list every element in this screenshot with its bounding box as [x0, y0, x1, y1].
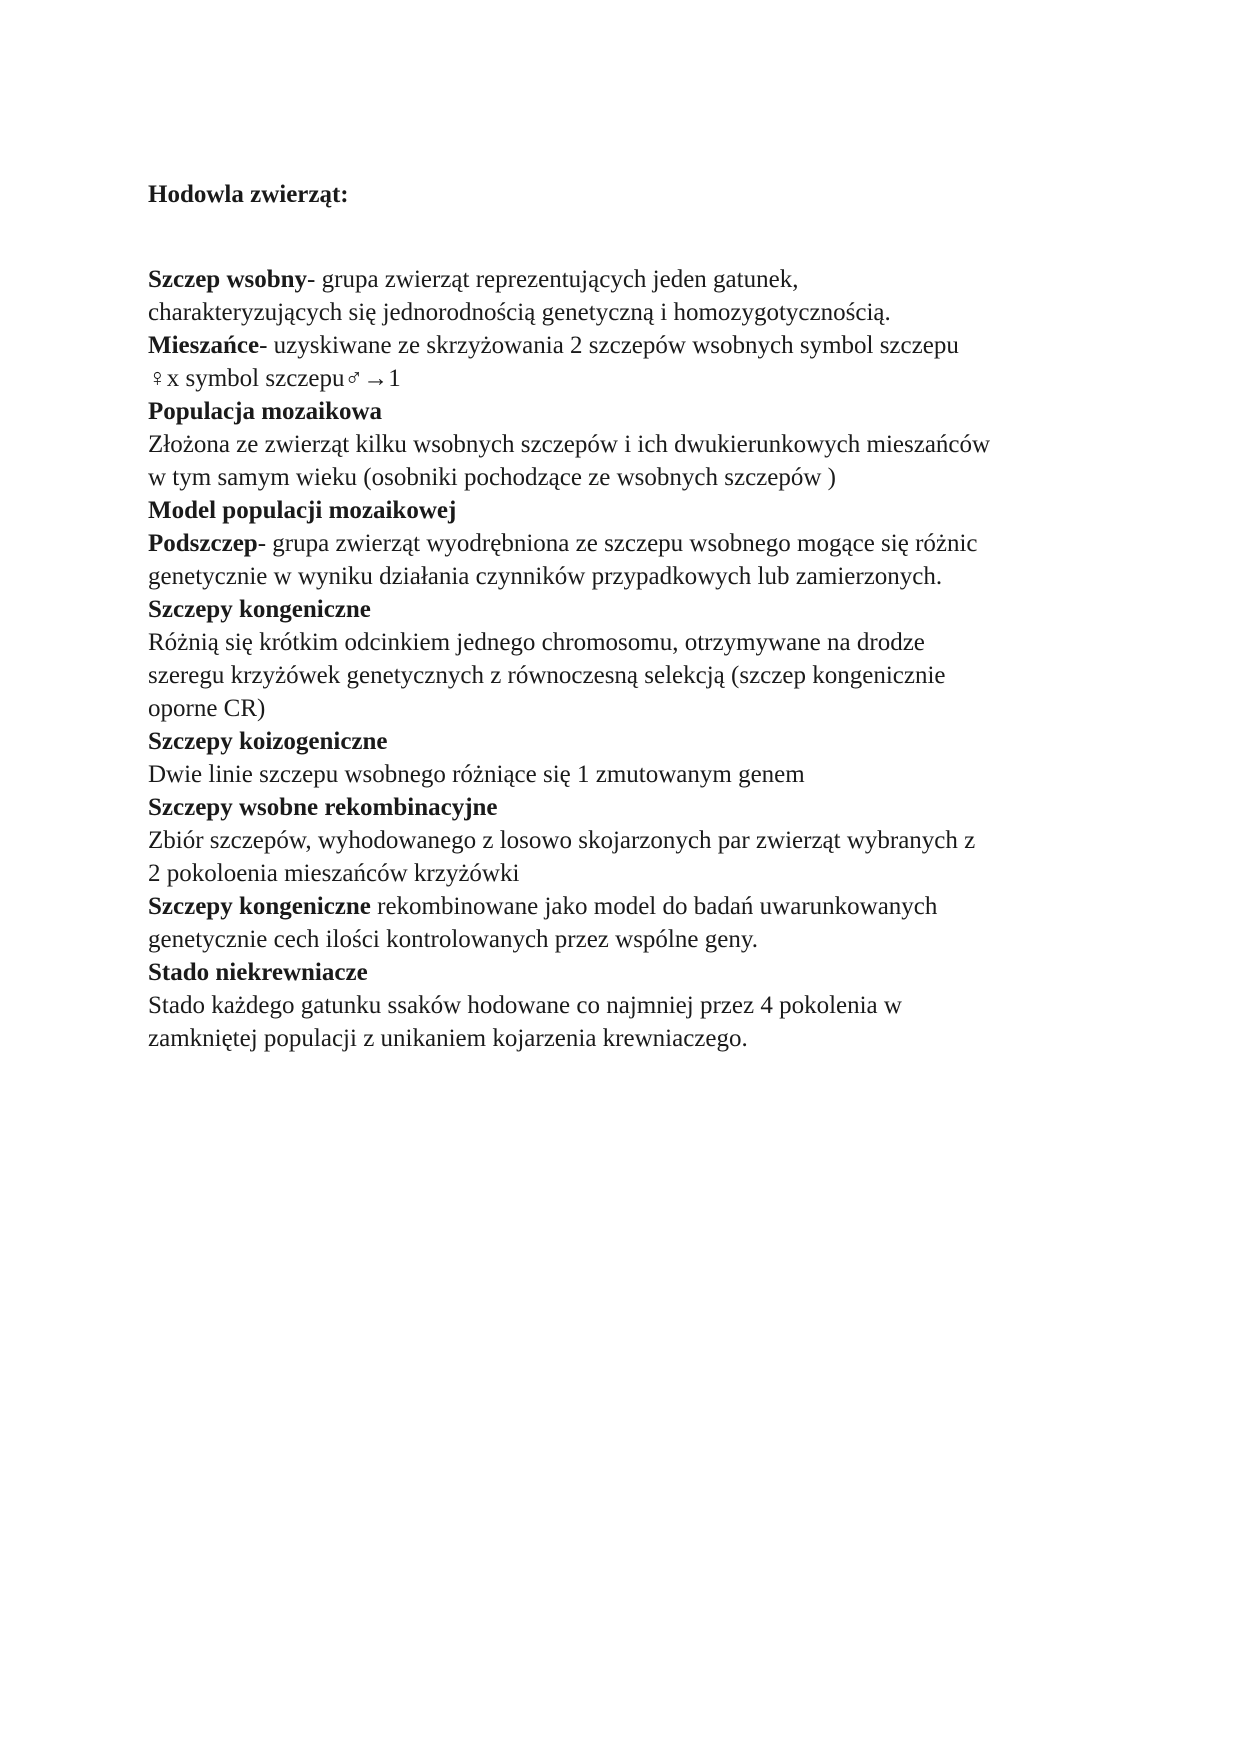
- text-line: [148, 758, 1108, 791]
- line-text: oporne CR): [148, 695, 266, 722]
- text-line: [148, 560, 1108, 593]
- section-heading: Stado niekrewniacze: [148, 959, 368, 986]
- line-text: zamkniętej populacji z unikaniem kojarzenia krewniaczego.: [148, 1025, 748, 1052]
- term-label: Szczep wsobny: [148, 266, 308, 293]
- line-text: - uzyskiwane ze skrzyżowania 2 szczepów wsobnych symbol szczepu: [259, 332, 959, 359]
- text-line: [148, 527, 1108, 560]
- document-page: [148, 178, 1108, 1055]
- line-text: Dwie linie szczepu wsobnego różniące się 1 zmutowanym genem: [148, 761, 805, 788]
- document-body: [148, 263, 1108, 1055]
- text-line: [148, 989, 1108, 1022]
- line-text: Złożona ze zwierząt kilku wsobnych szczepów i ich dwukierunkowych mieszańców: [148, 431, 991, 458]
- term-label: Mieszańce: [148, 332, 260, 359]
- text-line: [148, 890, 1108, 923]
- text-line: [148, 1022, 1108, 1055]
- line-text: Stado każdego gatunku ssaków hodowane co najmniej przez 4 pokolenia w: [148, 992, 902, 1019]
- line-text: Różnią się krótkim odcinkiem jednego chromosomu, otrzymywane na drodze: [148, 629, 925, 656]
- text-line: [148, 362, 1108, 395]
- line-text: ♀x symbol szczepu♂→1: [148, 365, 401, 392]
- section-heading: Model populacji mozaikowej: [148, 497, 457, 524]
- text-line: [148, 659, 1108, 692]
- text-line: [148, 263, 1108, 296]
- text-line: [148, 329, 1108, 362]
- line-text: rekombinowane jako model do badań uwarunkowanych: [370, 893, 938, 920]
- term-label: Szczepy kongeniczne: [148, 893, 371, 920]
- line-text: szeregu krzyżówek genetycznych z równoczesną selekcją (szczep kongenicznie: [148, 662, 946, 689]
- text-line: [148, 626, 1108, 659]
- document-title: Hodowla zwierząt:: [148, 181, 349, 208]
- line-text: charakteryzujących się jednorodnością genetyczną i homozygotycznością.: [148, 299, 891, 326]
- text-line: [148, 824, 1108, 857]
- text-line: [148, 428, 1108, 461]
- text-line: [148, 692, 1108, 725]
- term-label: Podszczep: [148, 530, 258, 557]
- line-text: Zbiór szczepów, wyhodowanego z losowo skojarzonych par zwierząt wybranych z: [148, 827, 976, 854]
- section-heading: Populacja mozaikowa: [148, 398, 383, 425]
- text-line: [148, 923, 1108, 956]
- section-heading: Szczepy wsobne rekombinacyjne: [148, 794, 498, 821]
- line-text: - grupa zwierząt wyodrębniona ze szczepu wsobnego mogące się różnic: [257, 530, 978, 557]
- section-heading: Szczepy kongeniczne: [148, 596, 371, 623]
- line-text: 2 pokoloenia mieszańców krzyżówki: [148, 860, 520, 887]
- line-text: genetycznie w wyniku działania czynników przypadkowych lub zamierzonych.: [148, 563, 943, 590]
- text-line: [148, 857, 1108, 890]
- text-line: [148, 461, 1108, 494]
- text-line: [148, 296, 1108, 329]
- line-text: w tym samym wieku (osobniki pochodzące ze wsobnych szczepów ): [148, 464, 837, 491]
- line-text: - grupa zwierząt reprezentujących jeden gatunek,: [307, 266, 799, 293]
- section-heading: Szczepy koizogeniczne: [148, 728, 388, 755]
- line-text: genetycznie cech ilości kontrolowanych przez wspólne geny.: [148, 926, 758, 953]
